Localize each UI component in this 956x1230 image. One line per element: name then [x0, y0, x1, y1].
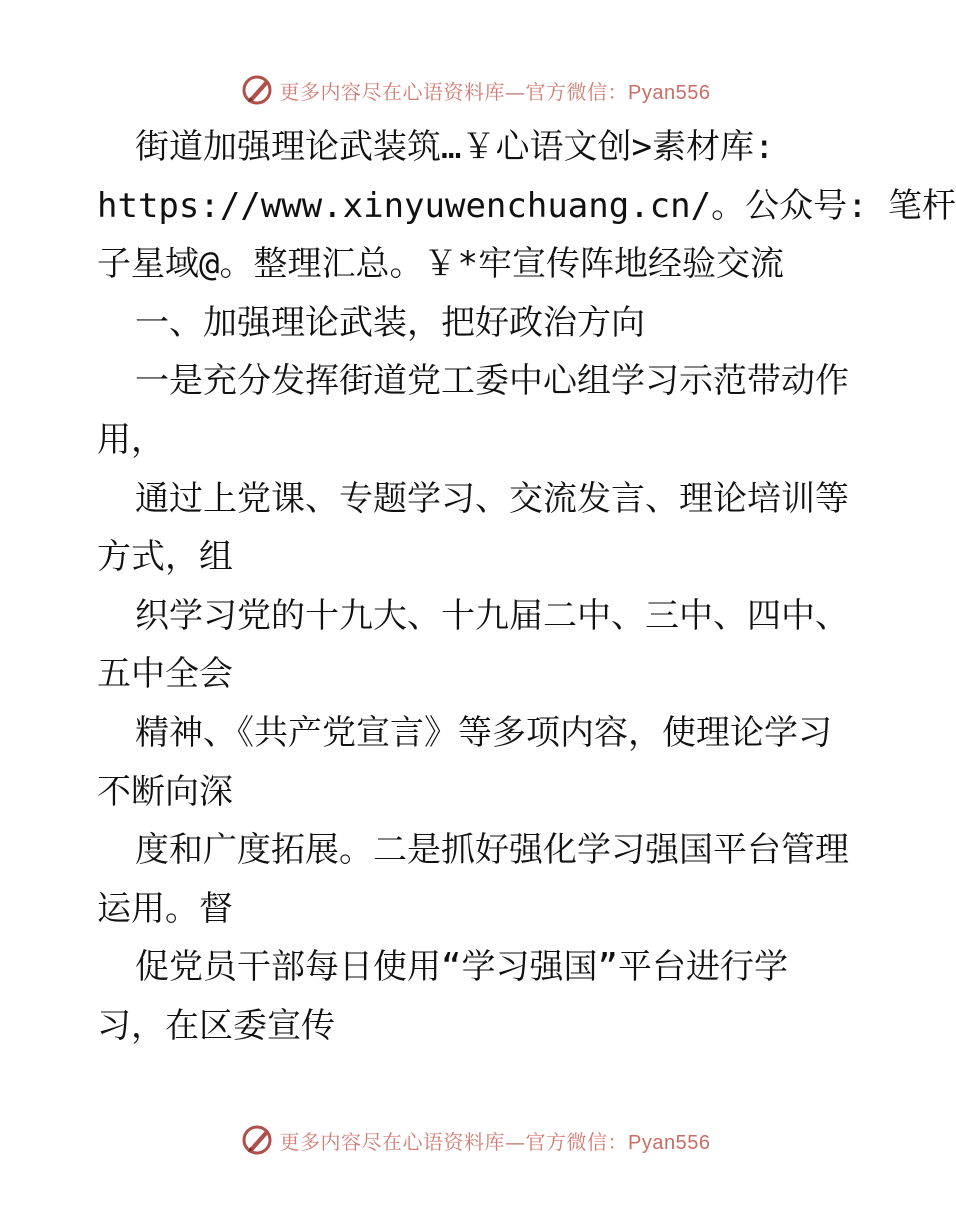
watermark-separator: — [505, 79, 526, 104]
watermark-text [280, 76, 711, 105]
watermark-contact-label: 官方微信： [525, 79, 629, 104]
watermark-main: 更多内容尽在心语资料库 [279, 79, 506, 104]
document-line: 度和广度拓展。二是抓好强化学习强国平台管理 [135, 830, 849, 871]
pen-circle-logo-icon [240, 73, 274, 107]
document-body [97, 118, 956, 1056]
watermark-main: 更多内容尽在心语资料库 [279, 1129, 506, 1154]
document-line: 促党员干部每日使用“学习强国”平台进行学 [135, 947, 788, 988]
watermark-contact-id: Pyan556 [628, 1131, 711, 1154]
document-line: 织学习党的十九大、十九届二中、三中、四中、 [135, 595, 849, 636]
watermark-contact-id: Pyan556 [628, 81, 711, 104]
document-line: https://www.xinyuwenchuang.cn/。公众号: 笔杆 [97, 185, 956, 226]
header-watermark [0, 70, 950, 110]
document-line: 子星域@。整理汇总。￥*牢宣传阵地经验交流 [97, 244, 784, 285]
document-line: 通过上党课、专题学习、交流发言、理论培训等 [135, 478, 849, 519]
document-line: 精神、《共产党宣言》等多项内容，使理论学习 [135, 712, 832, 753]
document-line: 一是充分发挥街道党工委中心组学习示范带动作 [135, 361, 849, 402]
document-line: 习，在区委宣传 [97, 1005, 335, 1046]
watermark-contact-label: 官方微信： [525, 1129, 629, 1154]
footer-watermark [0, 1120, 950, 1160]
document-line: 运用。督 [97, 888, 233, 929]
watermark-separator: — [505, 1129, 526, 1154]
document-line: 用， [97, 419, 165, 460]
document-line: 方式，组 [97, 537, 233, 578]
document-line: 一、加强理论武装，把好政治方向 [135, 302, 645, 343]
watermark-text [280, 1126, 711, 1155]
pen-circle-logo-icon [240, 1123, 274, 1157]
document-line: 不断向深 [97, 771, 233, 812]
document-line: 五中全会 [97, 654, 233, 695]
document-line: 街道加强理论武装筑…￥心语文创>素材库: [135, 127, 775, 167]
